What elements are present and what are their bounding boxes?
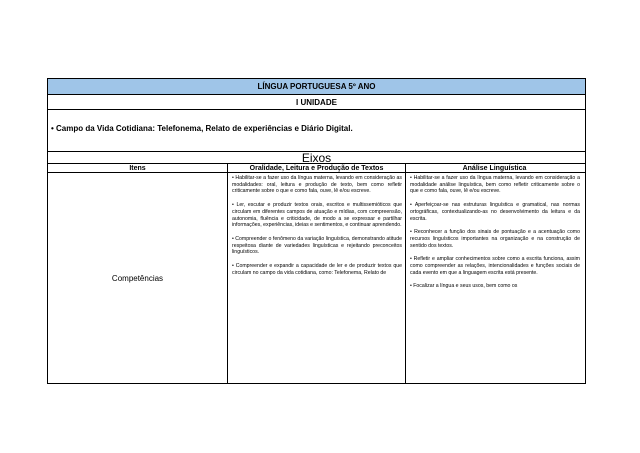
analise-item-2: • Aperfeiçoar-se nas estruturas linguística e gramatical, nas normas ortográficas, contextualizando-as no desenvolvimento da leitura e da escrita. [410, 202, 580, 222]
column-headers [48, 163, 585, 172]
curriculum-table [47, 78, 586, 384]
analise-item-5: • Focalizar a língua e seus usos, bem como os [410, 283, 518, 290]
analise-item-3: • Reconhecer a função dos sinais de pontuação e a acentuação como recursos linguísticos importantes na organização e na construção de sentido dos textos. [410, 229, 580, 249]
oralidade-item-2: • Ler, escutar e produzir textos orais, escritos e multissemióticos que circulam em diferentes campos de atuação e mídias, com compreensão, autonomia, fluência e criticidade, de modo a se expressar e partilhar informações, experiências, ideias e sentimentos, e continuar aprendendo. [232, 202, 402, 229]
analise-cell [406, 173, 583, 383]
oralidade-item-4: • Compreender e expandir a capacidade de ler e de produzir textos que circulam no campo da vida cotidiana, como: Telefonema, Relato de [232, 263, 402, 276]
eixos-heading: Eixos [48, 151, 585, 163]
column-analise: Análise Linguística [462, 165, 527, 172]
unit-label: I UNIDADE [48, 94, 585, 109]
competencias-row [48, 172, 585, 384]
field-row [48, 109, 585, 151]
competencias-label: Competências [48, 173, 228, 383]
table-title: LÍNGUA PORTUGUESA 5º ANO [48, 78, 585, 94]
oralidade-item-3: • Compreender o fenômeno da variação linguística, demonstrando atitude respeitosa diante de variedades linguísticas e rejeitando preconceitos linguísticos. [232, 235, 402, 256]
analise-item-4: • Refletir e ampliar conhecimentos sobre como a escrita funciona, assim como compreender as relações, intencionalidades e funções sociais de cada evento em que a linguagem escrita está presente. [410, 256, 580, 276]
column-itens: Itens [48, 164, 228, 172]
oralidade-cell [228, 173, 406, 383]
column-oralidade: Oralidade, Leitura e Produção de Textos [228, 164, 406, 172]
oralidade-item-1: • Habilitar-se a fazer uso da língua materna, levando em consideração as modalidades: oral, leitura e produção de texto, bem como refletir criticamente sobre o que e como fala, ouve, lê e/ou escreve. [232, 175, 402, 195]
analise-item-1: • Habilitar-se a fazer uso da língua materna, levando em consideração a modalidade análise linguística, bem como refletir criticamente sobre o que e como fala, ouve, lê e/ou escreve. [410, 175, 580, 195]
field-text: • Campo da Vida Cotidiana: Telefonema, Relato de experiências e Diário Digital. [51, 124, 353, 133]
